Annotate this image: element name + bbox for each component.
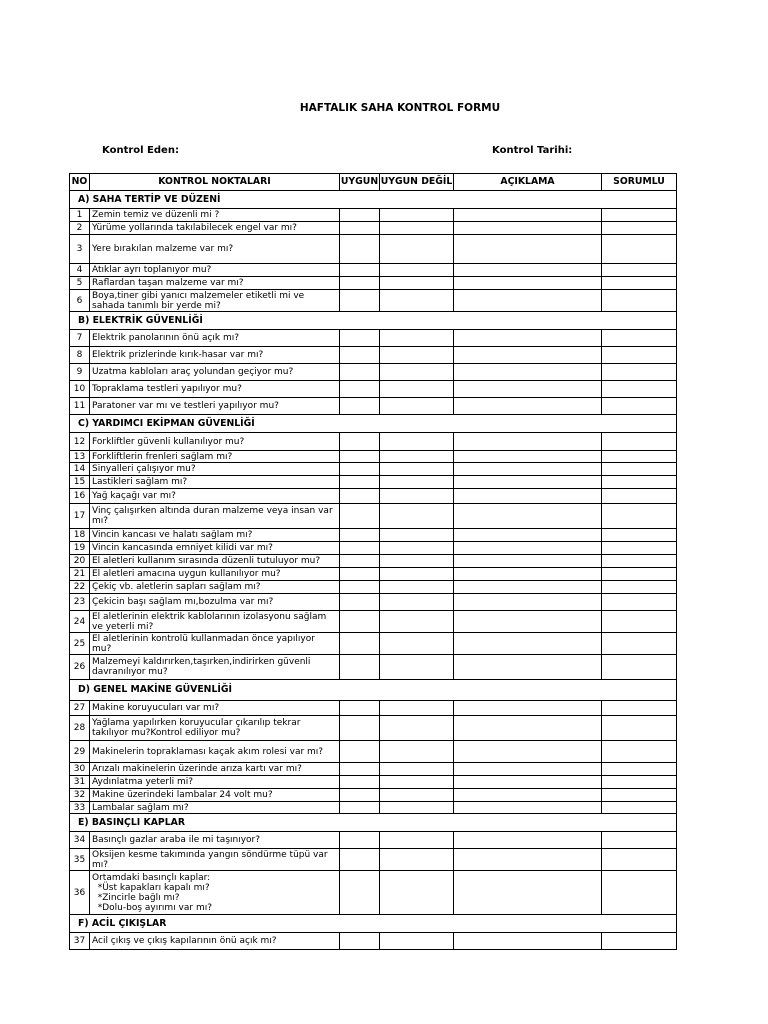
control-point-text: Forkliftlerin frenleri sağlam mı? — [90, 451, 340, 463]
control-point-text: Vincin kancası ve halatı sağlam mı? — [90, 529, 340, 542]
control-point-text: Yağlama yapılırken koruyucular çıkarılıp tekrar takılıyor mu?Kontrol ediliyor mu? — [90, 716, 340, 741]
aciklama-cell[interactable] — [454, 347, 602, 364]
aciklama-cell[interactable] — [454, 290, 602, 312]
uygun-cell[interactable] — [340, 832, 380, 849]
control-point-text: Arızalı makinelerin üzerinde arıza kartı var mı? — [90, 763, 340, 776]
uygun-degil-cell[interactable] — [380, 594, 454, 611]
control-point-text: Forkliftler güvenli kullanılıyor mu? — [90, 433, 340, 451]
sorumlu-cell[interactable] — [602, 655, 677, 680]
sorumlu-cell[interactable] — [602, 763, 677, 776]
uygun-cell[interactable] — [340, 594, 380, 611]
sorumlu-cell[interactable] — [602, 716, 677, 741]
control-point-text: Aydınlatma yeterli mi? — [90, 776, 340, 789]
aciklama-cell[interactable] — [454, 763, 602, 776]
aciklama-cell[interactable] — [454, 776, 602, 789]
aciklama-cell[interactable] — [454, 933, 602, 950]
table-row — [70, 789, 677, 802]
sorumlu-cell[interactable] — [602, 398, 677, 415]
table-row — [70, 529, 677, 542]
control-point-text: Topraklama testleri yapılıyor mu? — [90, 381, 340, 398]
sorumlu-cell[interactable] — [602, 701, 677, 716]
row-number: 1 — [70, 209, 90, 222]
row-number: 4 — [70, 264, 90, 277]
uygun-degil-cell[interactable] — [380, 433, 454, 451]
aciklama-cell[interactable] — [454, 832, 602, 849]
uygun-cell[interactable] — [340, 222, 380, 235]
row-number: 35 — [70, 849, 90, 871]
sorumlu-cell[interactable] — [602, 433, 677, 451]
control-point-text: Yürüme yollarında takılabilecek engel var mı? — [90, 222, 340, 235]
control-point-text: Basınçlı gazlar araba ile mi taşınıyor? — [90, 832, 340, 849]
control-point-text: Makine koruyucuları var mı? — [90, 701, 340, 716]
row-number: 21 — [70, 568, 90, 581]
aciklama-cell[interactable] — [454, 222, 602, 235]
header-aciklama: AÇIKLAMA — [454, 174, 602, 191]
row-number: 25 — [70, 633, 90, 655]
uygun-degil-cell[interactable] — [380, 716, 454, 741]
table-row — [70, 451, 677, 463]
sorumlu-cell[interactable] — [602, 476, 677, 489]
section-title: A) SAHA TERTİP VE DÜZENİ — [70, 191, 677, 209]
uygun-degil-cell[interactable] — [380, 364, 454, 381]
uygun-cell[interactable] — [340, 542, 380, 555]
table-row — [70, 776, 677, 789]
uygun-cell[interactable] — [340, 741, 380, 763]
row-number: 28 — [70, 716, 90, 741]
control-point-text: Yağ kaçağı var mı? — [90, 489, 340, 504]
table-header-row — [70, 174, 677, 191]
table-row — [70, 581, 677, 594]
row-number: 36 — [70, 871, 90, 915]
table-row — [70, 222, 677, 235]
uygun-cell[interactable] — [340, 789, 380, 802]
uygun-degil-cell[interactable] — [380, 568, 454, 581]
aciklama-cell[interactable] — [454, 555, 602, 568]
uygun-degil-cell[interactable] — [380, 655, 454, 680]
kontrol-tarihi-label: Kontrol Tarihi: — [492, 145, 573, 156]
row-number: 17 — [70, 504, 90, 529]
uygun-degil-cell[interactable] — [380, 933, 454, 950]
section-title: C) YARDIMCI EKİPMAN GÜVENLİĞİ — [70, 415, 677, 433]
sorumlu-cell[interactable] — [602, 849, 677, 871]
aciklama-cell[interactable] — [454, 489, 602, 504]
row-number: 37 — [70, 933, 90, 950]
uygun-degil-cell[interactable] — [380, 802, 454, 814]
control-point-text: Makinelerin topraklaması kaçak akım rolesi var mı? — [90, 741, 340, 763]
uygun-cell[interactable] — [340, 701, 380, 716]
uygun-degil-cell[interactable] — [380, 776, 454, 789]
aciklama-cell[interactable] — [454, 504, 602, 529]
table-row — [70, 802, 677, 814]
table-row — [70, 476, 677, 489]
sorumlu-cell[interactable] — [602, 633, 677, 655]
uygun-cell[interactable] — [340, 802, 380, 814]
row-number: 26 — [70, 655, 90, 680]
aciklama-cell[interactable] — [454, 364, 602, 381]
sorumlu-cell[interactable] — [602, 489, 677, 504]
sorumlu-cell[interactable] — [602, 832, 677, 849]
uygun-degil-cell[interactable] — [380, 476, 454, 489]
control-point-line: Ortamdaki basınçlı kaplar: — [92, 872, 211, 883]
section-row — [70, 680, 677, 701]
control-point-text: Lastikleri sağlam mı? — [90, 476, 340, 489]
uygun-cell[interactable] — [340, 763, 380, 776]
control-table — [69, 173, 677, 950]
section-row — [70, 415, 677, 433]
aciklama-cell[interactable] — [454, 594, 602, 611]
table-row — [70, 594, 677, 611]
table-row — [70, 933, 677, 950]
aciklama-cell[interactable] — [454, 716, 602, 741]
table-row — [70, 542, 677, 555]
table-row — [70, 330, 677, 347]
kontrol-eden-label: Kontrol Eden: — [102, 145, 179, 156]
uygun-cell[interactable] — [340, 264, 380, 277]
row-number: 13 — [70, 451, 90, 463]
control-point-text: Elektrik prizlerinde kırık-hasar var mı? — [90, 347, 340, 364]
sorumlu-cell[interactable] — [602, 264, 677, 277]
row-number: 30 — [70, 763, 90, 776]
table-row — [70, 871, 677, 915]
uygun-degil-cell[interactable] — [380, 633, 454, 655]
row-number: 14 — [70, 463, 90, 476]
form-title: HAFTALIK SAHA KONTROL FORMU — [299, 102, 501, 114]
section-title: D) GENEL MAKİNE GÜVENLİĞİ — [70, 680, 677, 701]
aciklama-cell[interactable] — [454, 463, 602, 476]
row-number: 7 — [70, 330, 90, 347]
control-point-text — [90, 871, 340, 915]
row-number: 33 — [70, 802, 90, 814]
uygun-degil-cell[interactable] — [380, 264, 454, 277]
table-row — [70, 433, 677, 451]
sorumlu-cell[interactable] — [602, 451, 677, 463]
uygun-cell[interactable] — [340, 364, 380, 381]
aciklama-cell[interactable] — [454, 871, 602, 915]
sorumlu-cell[interactable] — [602, 789, 677, 802]
table-row — [70, 209, 677, 222]
uygun-degil-cell[interactable] — [380, 789, 454, 802]
table-row — [70, 655, 677, 680]
sorumlu-cell[interactable] — [602, 330, 677, 347]
uygun-degil-cell[interactable] — [380, 451, 454, 463]
section-row — [70, 312, 677, 330]
uygun-cell[interactable] — [340, 489, 380, 504]
uygun-cell[interactable] — [340, 330, 380, 347]
table-row — [70, 504, 677, 529]
control-point-text: Sinyalleri çalışıyor mu? — [90, 463, 340, 476]
sorumlu-cell[interactable] — [602, 381, 677, 398]
row-number: 10 — [70, 381, 90, 398]
uygun-degil-cell[interactable] — [380, 504, 454, 529]
aciklama-cell[interactable] — [454, 476, 602, 489]
sorumlu-cell[interactable] — [602, 209, 677, 222]
control-point-text: Acil çıkış ve çıkış kapılarının önü açık mı? — [90, 933, 340, 950]
table-row — [70, 763, 677, 776]
aciklama-cell[interactable] — [454, 741, 602, 763]
uygun-degil-cell[interactable] — [380, 849, 454, 871]
uygun-cell[interactable] — [340, 433, 380, 451]
row-number: 18 — [70, 529, 90, 542]
sorumlu-cell[interactable] — [602, 741, 677, 763]
control-point-text: Çekicin başı sağlam mı,bozulma var mı? — [90, 594, 340, 611]
uygun-degil-cell[interactable] — [380, 832, 454, 849]
sorumlu-cell[interactable] — [602, 277, 677, 290]
sorumlu-cell[interactable] — [602, 802, 677, 814]
uygun-cell[interactable] — [340, 476, 380, 489]
uygun-degil-cell[interactable] — [380, 555, 454, 568]
uygun-cell[interactable] — [340, 347, 380, 364]
uygun-cell[interactable] — [340, 716, 380, 741]
control-point-text: Oksijen kesme takımında yangın söndürme tüpü var mı? — [90, 849, 340, 871]
aciklama-cell[interactable] — [454, 849, 602, 871]
control-point-line: *Üst kapakları kapalı mı? — [92, 882, 210, 893]
control-point-text: Paratoner var mı ve testleri yapılıyor mu? — [90, 398, 340, 415]
header-uygun-degil: UYGUN DEĞİL — [380, 174, 454, 191]
row-number: 15 — [70, 476, 90, 489]
sorumlu-cell[interactable] — [602, 871, 677, 915]
uygun-degil-cell[interactable] — [380, 222, 454, 235]
uygun-cell[interactable] — [340, 381, 380, 398]
control-point-text: El aletleri kullanım sırasında düzenli tutuluyor mu? — [90, 555, 340, 568]
table-row — [70, 364, 677, 381]
uygun-degil-cell[interactable] — [380, 529, 454, 542]
uygun-cell[interactable] — [340, 277, 380, 290]
table-row — [70, 235, 677, 264]
aciklama-cell[interactable] — [454, 433, 602, 451]
table-row — [70, 832, 677, 849]
aciklama-cell[interactable] — [454, 451, 602, 463]
table-row — [70, 347, 677, 364]
header-sorumlu: SORUMLU — [602, 174, 677, 191]
row-number: 24 — [70, 611, 90, 633]
sorumlu-cell[interactable] — [602, 529, 677, 542]
control-point-text: Yere bırakılan malzeme var mı? — [90, 235, 340, 264]
header-no: NO — [70, 174, 90, 191]
table-row — [70, 701, 677, 716]
control-point-text: Çekiç vb. aletlerin sapları sağlam mı? — [90, 581, 340, 594]
row-number: 31 — [70, 776, 90, 789]
table-row — [70, 381, 677, 398]
uygun-degil-cell[interactable] — [380, 330, 454, 347]
uygun-cell[interactable] — [340, 451, 380, 463]
uygun-degil-cell[interactable] — [380, 381, 454, 398]
aciklama-cell[interactable] — [454, 330, 602, 347]
uygun-degil-cell[interactable] — [380, 542, 454, 555]
table-row — [70, 489, 677, 504]
aciklama-cell[interactable] — [454, 701, 602, 716]
uygun-cell[interactable] — [340, 555, 380, 568]
uygun-degil-cell[interactable] — [380, 581, 454, 594]
row-number: 8 — [70, 347, 90, 364]
row-number: 16 — [70, 489, 90, 504]
uygun-degil-cell[interactable] — [380, 871, 454, 915]
row-number: 11 — [70, 398, 90, 415]
uygun-degil-cell[interactable] — [380, 463, 454, 476]
uygun-cell[interactable] — [340, 655, 380, 680]
aciklama-cell[interactable] — [454, 209, 602, 222]
header-kontrol-noktalari: KONTROL NOKTALARI — [90, 174, 340, 191]
uygun-degil-cell[interactable] — [380, 741, 454, 763]
sorumlu-cell[interactable] — [602, 347, 677, 364]
control-point-text: El aletlerinin kontrolü kullanmadan önce yapılıyor mu? — [90, 633, 340, 655]
control-point-text: Lambalar sağlam mı? — [90, 802, 340, 814]
table-row — [70, 633, 677, 655]
table-row — [70, 463, 677, 476]
row-number: 2 — [70, 222, 90, 235]
uygun-cell[interactable] — [340, 633, 380, 655]
control-point-text: Vincin kancasında emniyet kilidi var mı? — [90, 542, 340, 555]
uygun-degil-cell[interactable] — [380, 398, 454, 415]
uygun-degil-cell[interactable] — [380, 763, 454, 776]
uygun-cell[interactable] — [340, 398, 380, 415]
section-title: E) BASINÇLI KAPLAR — [70, 814, 677, 832]
uygun-cell[interactable] — [340, 529, 380, 542]
sorumlu-cell[interactable] — [602, 235, 677, 264]
section-row — [70, 915, 677, 933]
uygun-cell[interactable] — [340, 504, 380, 529]
header-uygun: UYGUN — [340, 174, 380, 191]
aciklama-cell[interactable] — [454, 581, 602, 594]
sorumlu-cell[interactable] — [602, 364, 677, 381]
sorumlu-cell[interactable] — [602, 222, 677, 235]
sorumlu-cell[interactable] — [602, 611, 677, 633]
control-point-text: El aletleri amacına uygun kullanılıyor mu? — [90, 568, 340, 581]
table-row — [70, 398, 677, 415]
sorumlu-cell[interactable] — [602, 581, 677, 594]
sorumlu-cell[interactable] — [602, 933, 677, 950]
control-point-text: Elektrik panolarının önü açık mı? — [90, 330, 340, 347]
uygun-degil-cell[interactable] — [380, 290, 454, 312]
control-point-text: Boya,tiner gibi yanıcı malzemeler etiketli mi ve sahada tanımlı bir yerde mi? — [90, 290, 340, 312]
control-point-text: Vinç çalışırken altında duran malzeme veya insan var mı? — [90, 504, 340, 529]
aciklama-cell[interactable] — [454, 802, 602, 814]
row-number: 3 — [70, 235, 90, 264]
sorumlu-cell[interactable] — [602, 568, 677, 581]
control-point-line: *Zincirle bağlı mı? — [92, 892, 180, 903]
table-row — [70, 555, 677, 568]
row-number: 9 — [70, 364, 90, 381]
table-row — [70, 741, 677, 763]
uygun-cell[interactable] — [340, 871, 380, 915]
uygun-cell[interactable] — [340, 209, 380, 222]
table-row — [70, 290, 677, 312]
section-row — [70, 814, 677, 832]
table-row — [70, 716, 677, 741]
row-number: 34 — [70, 832, 90, 849]
uygun-cell[interactable] — [340, 290, 380, 312]
uygun-cell[interactable] — [340, 581, 380, 594]
section-title: F) ACİL ÇIKIŞLAR — [70, 915, 677, 933]
control-point-text: El aletlerinin elektrik kablolarının izolasyonu sağlam ve yeterli mi? — [90, 611, 340, 633]
control-point-text: Makine üzerindeki lambalar 24 volt mu? — [90, 789, 340, 802]
sorumlu-cell[interactable] — [602, 290, 677, 312]
table-row — [70, 849, 677, 871]
table-row — [70, 264, 677, 277]
sorumlu-cell[interactable] — [602, 594, 677, 611]
sorumlu-cell[interactable] — [602, 463, 677, 476]
control-point-text: Raflardan taşan malzeme var mı? — [90, 277, 340, 290]
aciklama-cell[interactable] — [454, 529, 602, 542]
row-number: 23 — [70, 594, 90, 611]
row-number: 32 — [70, 789, 90, 802]
uygun-cell[interactable] — [340, 933, 380, 950]
aciklama-cell[interactable] — [454, 655, 602, 680]
row-number: 27 — [70, 701, 90, 716]
sorumlu-cell[interactable] — [602, 776, 677, 789]
uygun-cell[interactable] — [340, 568, 380, 581]
row-number: 6 — [70, 290, 90, 312]
section-title: B) ELEKTRİK GÜVENLİĞİ — [70, 312, 677, 330]
row-number: 19 — [70, 542, 90, 555]
uygun-cell[interactable] — [340, 776, 380, 789]
section-row — [70, 191, 677, 209]
table-row — [70, 277, 677, 290]
aciklama-cell[interactable] — [454, 264, 602, 277]
aciklama-cell[interactable] — [454, 235, 602, 264]
control-point-text: Uzatma kabloları araç yolundan geçiyor mu? — [90, 364, 340, 381]
aciklama-cell[interactable] — [454, 633, 602, 655]
aciklama-cell[interactable] — [454, 789, 602, 802]
uygun-degil-cell[interactable] — [380, 347, 454, 364]
aciklama-cell[interactable] — [454, 277, 602, 290]
sorumlu-cell[interactable] — [602, 504, 677, 529]
uygun-degil-cell[interactable] — [380, 209, 454, 222]
uygun-degil-cell[interactable] — [380, 235, 454, 264]
uygun-degil-cell[interactable] — [380, 489, 454, 504]
row-number: 29 — [70, 741, 90, 763]
uygun-cell[interactable] — [340, 235, 380, 264]
table-row — [70, 568, 677, 581]
row-number: 20 — [70, 555, 90, 568]
row-number: 22 — [70, 581, 90, 594]
aciklama-cell[interactable] — [454, 611, 602, 633]
sorumlu-cell[interactable] — [602, 555, 677, 568]
aciklama-cell[interactable] — [454, 568, 602, 581]
row-number: 5 — [70, 277, 90, 290]
control-point-text: Atıklar ayrı toplanıyor mu? — [90, 264, 340, 277]
sorumlu-cell[interactable] — [602, 542, 677, 555]
control-point-text: Zemin temiz ve düzenli mi ? — [90, 209, 340, 222]
uygun-degil-cell[interactable] — [380, 611, 454, 633]
uygun-cell[interactable] — [340, 463, 380, 476]
uygun-cell[interactable] — [340, 849, 380, 871]
uygun-degil-cell[interactable] — [380, 277, 454, 290]
uygun-cell[interactable] — [340, 611, 380, 633]
aciklama-cell[interactable] — [454, 381, 602, 398]
control-point-line: *Dolu-boş ayırımı var mı? — [92, 902, 212, 913]
aciklama-cell[interactable] — [454, 542, 602, 555]
control-point-text: Malzemeyi kaldırırken,taşırken,indirirken güvenli davranılıyor mu? — [90, 655, 340, 680]
uygun-degil-cell[interactable] — [380, 701, 454, 716]
row-number: 12 — [70, 433, 90, 451]
aciklama-cell[interactable] — [454, 398, 602, 415]
table-row — [70, 611, 677, 633]
